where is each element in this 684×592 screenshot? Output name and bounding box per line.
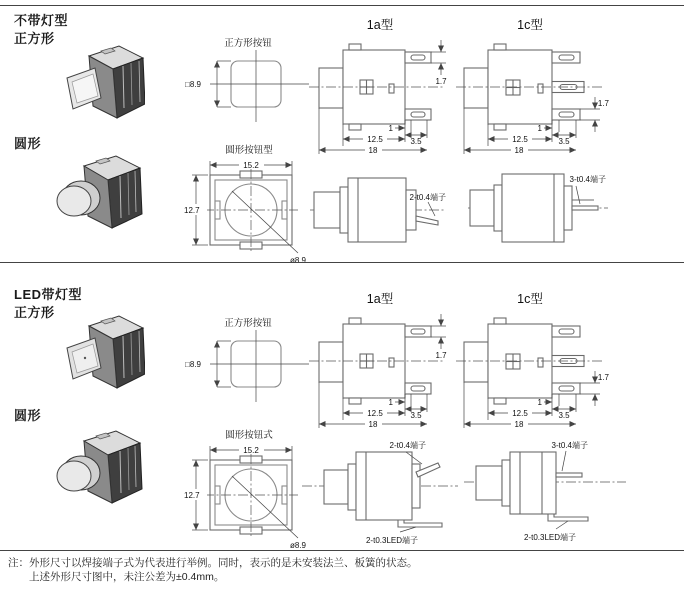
terminal-2-label: 2-t0.4端子 xyxy=(409,193,446,202)
section1-square-heading: 正方形 xyxy=(14,31,55,46)
footnote-line1: 注：外形尺寸以焊接端子式为代表进行举例。同时，表示的是未安装法兰、板簧的状态。 xyxy=(8,557,418,569)
dim-1: 1 xyxy=(388,124,393,133)
dim-1-7: 1.7 xyxy=(435,77,447,86)
section1-title: 不带灯型 xyxy=(14,13,69,28)
round-button-label: 圆形按钮式 xyxy=(225,430,273,441)
dim-1-7: 1.7 xyxy=(597,99,609,108)
round-button-drawing-led xyxy=(182,428,317,556)
square-button-label: 正方形按钮 xyxy=(224,318,272,329)
dim-1-7: 1.7 xyxy=(597,373,609,382)
type-1a-header: 1a型 xyxy=(366,292,394,306)
dim-1-7: 1.7 xyxy=(435,351,447,360)
dim-square: □8.9 xyxy=(185,360,201,369)
square-button-drawing-led xyxy=(183,316,313,416)
side-view-3-terminal xyxy=(466,152,614,257)
type-1c-header: 1c型 xyxy=(517,18,543,32)
type-1c-drawing-led xyxy=(452,290,610,432)
dim-18: 18 xyxy=(368,420,378,429)
section2-round-heading: 圆形 xyxy=(14,408,42,423)
dim-15-2: 15.2 xyxy=(243,446,259,455)
dim-1: 1 xyxy=(388,398,393,407)
type-1a-drawing-led xyxy=(305,290,450,432)
type-1a-header: 1a型 xyxy=(366,18,394,32)
terminal-3-label: 3-t0.4端子 xyxy=(569,175,606,184)
dim-12-5: 12.5 xyxy=(367,409,383,418)
round-led-switch-photo xyxy=(48,425,153,525)
footnote-line2: 上述外形尺寸图中，未注公差为±0.4mm。 xyxy=(29,571,225,583)
round-switch-photo xyxy=(48,150,153,250)
side-view-led-3-terminal xyxy=(462,426,632,554)
dim-18: 18 xyxy=(368,146,378,155)
round-button-label: 圆形按钮型 xyxy=(225,145,273,156)
led-terminal-label: 2-t0.3LED端子 xyxy=(523,533,577,542)
dim-1: 1 xyxy=(537,124,542,133)
dim-12-5: 12.5 xyxy=(367,135,383,144)
dim-dia: ø8.9 xyxy=(289,256,307,265)
dim-3-5: 3.5 xyxy=(558,137,570,146)
dim-12-5: 12.5 xyxy=(512,135,528,144)
dim-18: 18 xyxy=(514,146,524,155)
type-1c-header: 1c型 xyxy=(517,292,543,306)
dim-15-2: 15.2 xyxy=(243,161,259,170)
led-terminal-label: 2-t0.3LED端子 xyxy=(365,536,419,545)
footnote xyxy=(8,556,668,584)
type-1a-drawing xyxy=(305,16,450,158)
dim-12-7: 12.7 xyxy=(184,206,200,215)
dim-12-7: 12.7 xyxy=(184,491,200,500)
dim-12-5: 12.5 xyxy=(512,409,528,418)
section-divider xyxy=(0,262,684,263)
square-button-drawing xyxy=(183,36,313,136)
dim-dia: ø8.9 xyxy=(289,541,307,550)
dim-3-5: 3.5 xyxy=(410,137,422,146)
dim-18: 18 xyxy=(514,420,524,429)
section2-title: LED带灯型 xyxy=(14,287,83,302)
square-button-label: 正方形按钮 xyxy=(224,38,272,49)
terminal-3-label: 3-t0.4端子 xyxy=(551,441,588,450)
dim-3-5: 3.5 xyxy=(410,411,422,420)
side-view-led-2-terminal xyxy=(300,426,465,554)
dim-1: 1 xyxy=(537,398,542,407)
side-view-2-terminal xyxy=(308,158,448,263)
section2-square-heading: 正方形 xyxy=(14,305,55,320)
type-1c-drawing xyxy=(452,16,610,158)
dim-square: □8.9 xyxy=(185,80,201,89)
square-led-switch-photo xyxy=(55,312,145,400)
square-switch-photo xyxy=(55,42,145,130)
terminal-2-label: 2-t0.4端子 xyxy=(389,441,426,450)
note-divider xyxy=(0,550,684,551)
dim-3-5: 3.5 xyxy=(558,411,570,420)
round-button-drawing xyxy=(182,143,317,271)
top-divider xyxy=(0,5,684,6)
section1-round-heading: 圆形 xyxy=(14,136,42,151)
